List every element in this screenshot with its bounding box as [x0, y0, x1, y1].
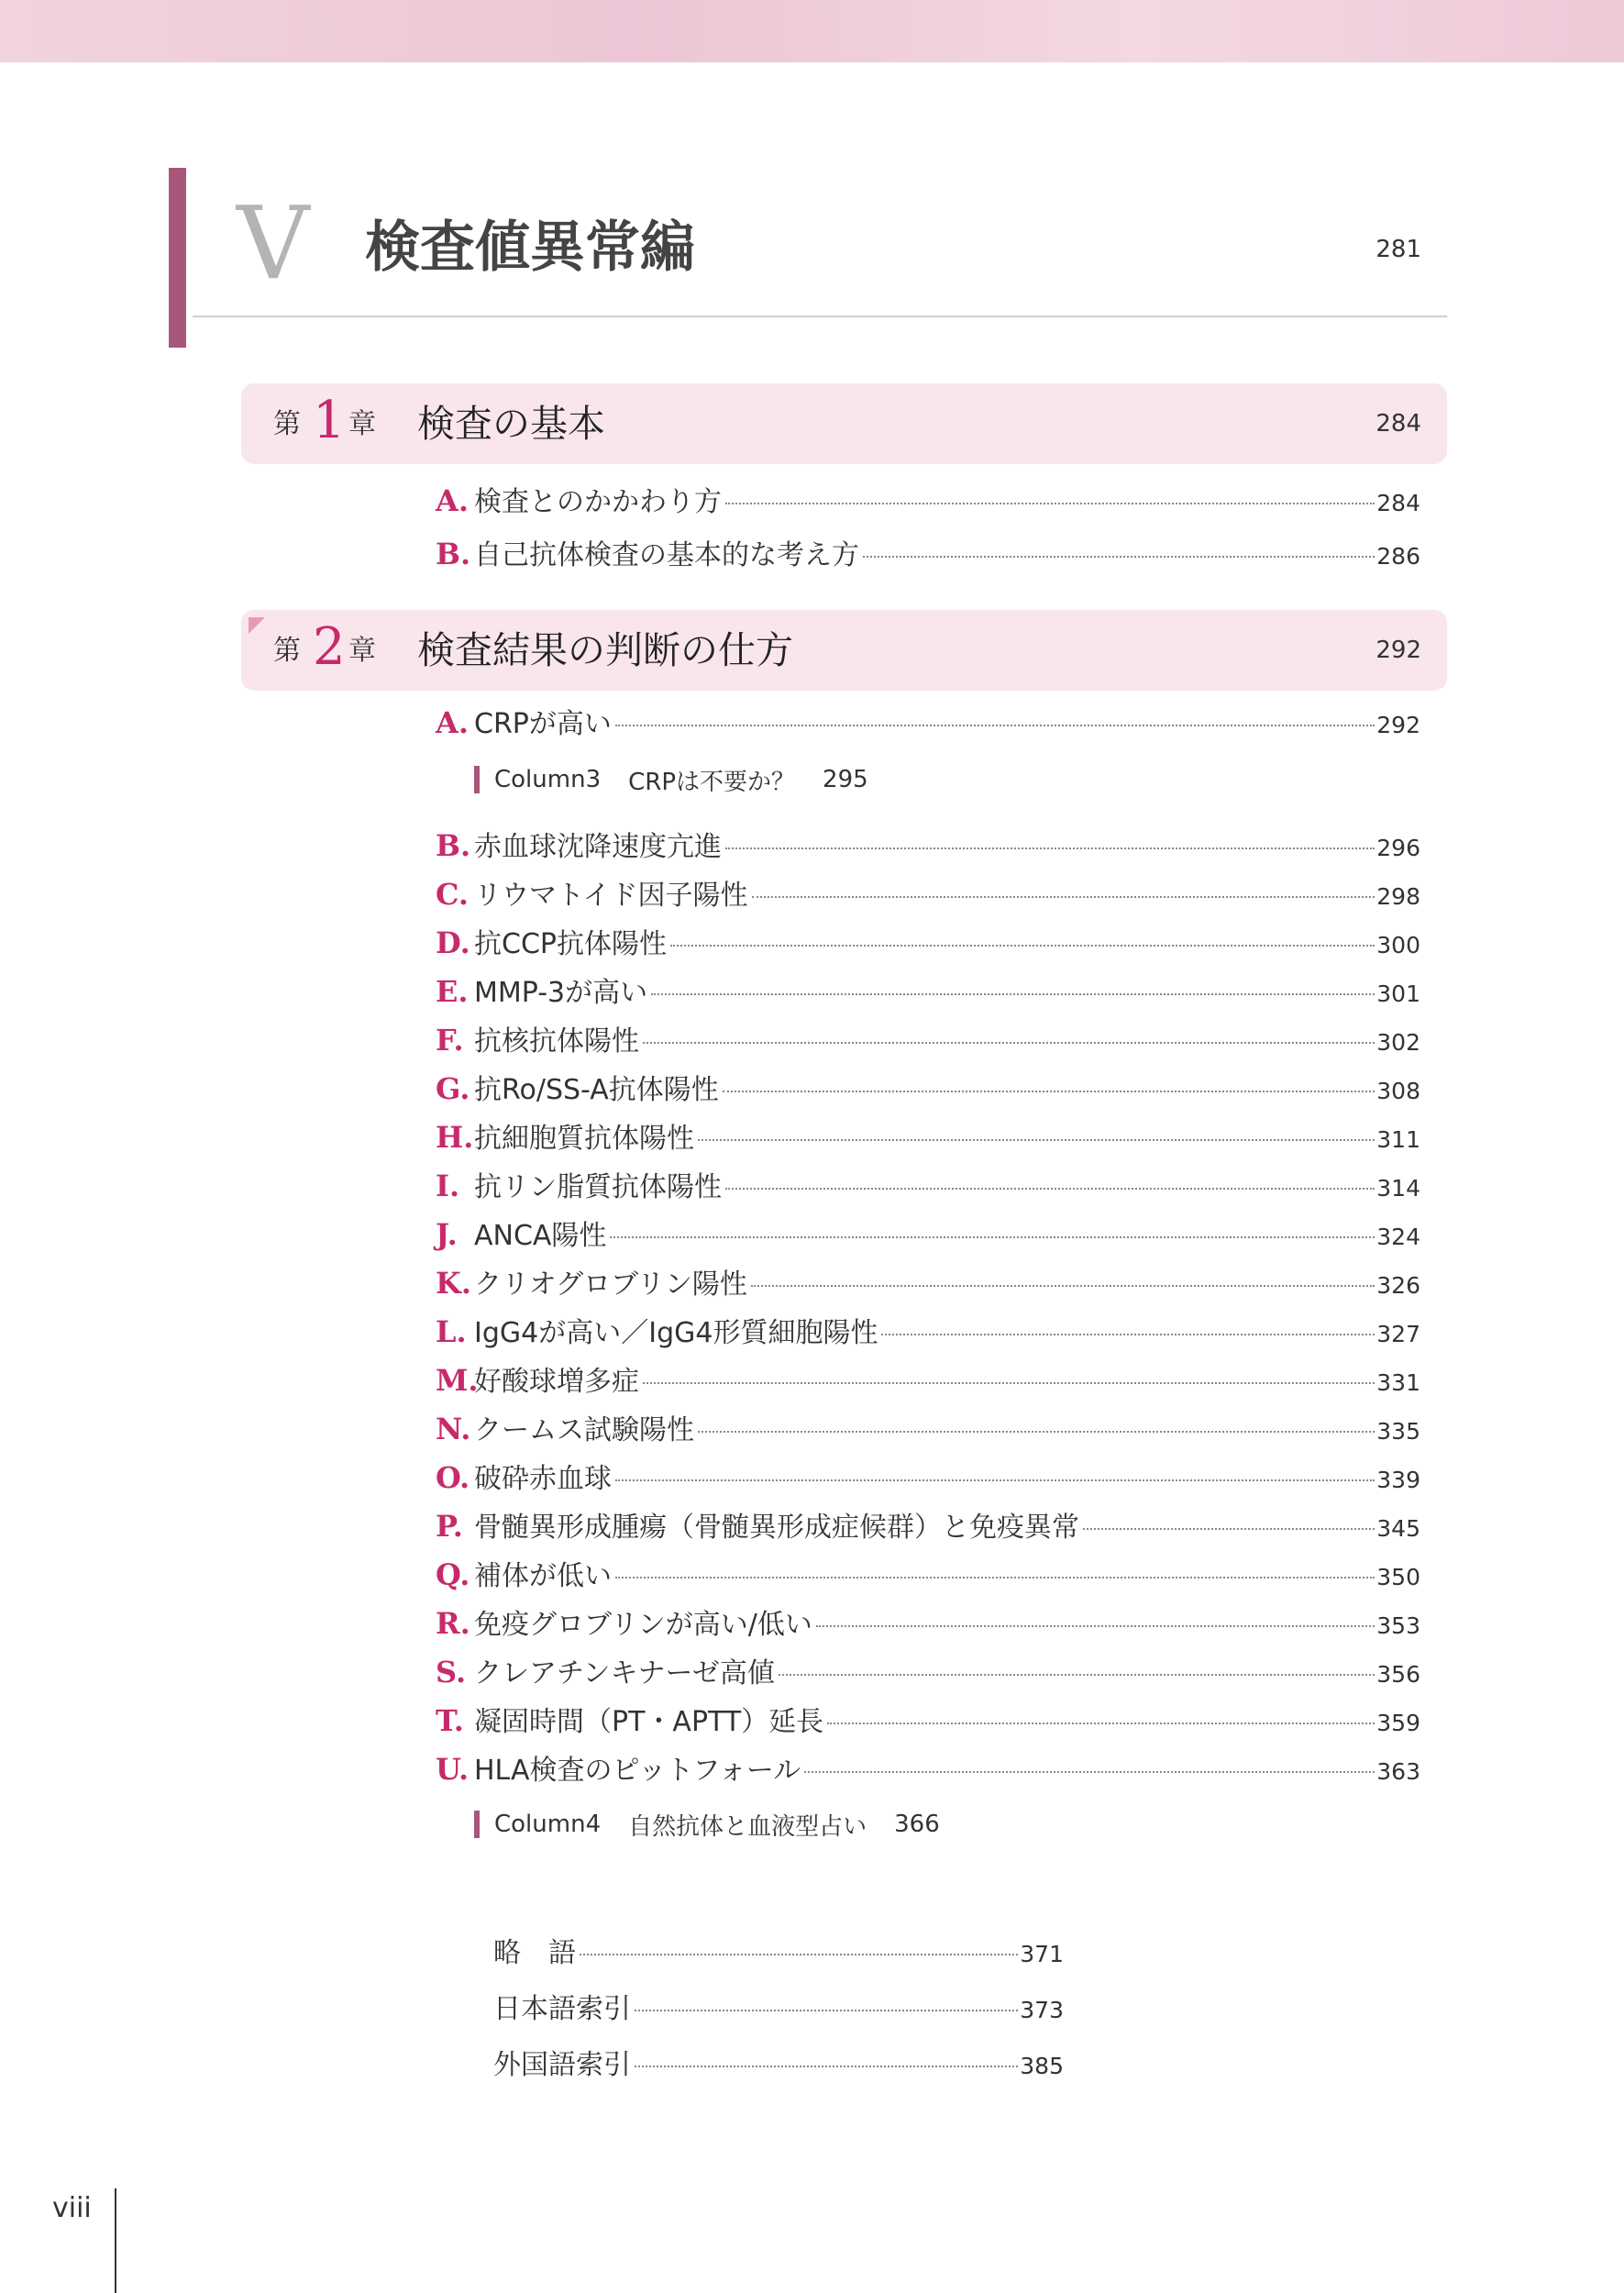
dot-leader	[651, 992, 1375, 995]
entry-letter: B.	[436, 828, 471, 863]
entry-title: 補体が低い	[474, 1560, 612, 1592]
toc-entry[interactable]	[436, 532, 1420, 572]
dot-leader	[1083, 1527, 1375, 1530]
entry-letter: T.	[436, 1703, 464, 1738]
dot-leader	[615, 724, 1375, 726]
entry-page: 302	[1376, 1029, 1420, 1056]
dot-leader	[827, 1722, 1375, 1724]
entry-letter: F.	[436, 1023, 464, 1058]
entry-letter: S.	[436, 1655, 467, 1689]
entry-page: 335	[1376, 1418, 1420, 1445]
chapter-suffix: 章	[348, 408, 376, 440]
entry-letter: G.	[436, 1071, 470, 1106]
dot-leader	[610, 1235, 1375, 1238]
entry-letter: U.	[436, 1752, 470, 1787]
page-folio: viii	[52, 2192, 92, 2224]
dot-leader	[863, 555, 1375, 558]
backmatter-title: 外国語索引	[493, 2049, 631, 2081]
dot-leader	[751, 1284, 1375, 1287]
toc-entry[interactable]	[436, 1699, 1420, 1739]
chapter-number: 1	[313, 391, 346, 450]
entry-title: ANCA陽性	[474, 1220, 607, 1252]
backmatter-page: 373	[1020, 1997, 1064, 2023]
entry-letter: A.	[436, 483, 469, 518]
entry-page: 284	[1376, 490, 1420, 516]
column-page: 366	[894, 1811, 940, 1838]
entry-page: 301	[1376, 980, 1420, 1007]
dot-leader	[698, 1138, 1375, 1141]
dot-leader	[580, 1953, 1018, 1955]
entry-page: 356	[1376, 1661, 1420, 1688]
part-title: 検査値異常編	[365, 216, 695, 280]
entry-title: 抗Ro/SS-A抗体陽性	[474, 1074, 719, 1106]
entry-page: 363	[1376, 1758, 1420, 1785]
entry-title: クレアチンキナーゼ高値	[474, 1657, 775, 1689]
entry-letter: D.	[436, 925, 470, 960]
backmatter-title: 日本語索引	[493, 1993, 631, 2025]
toc-entry[interactable]	[436, 1018, 1420, 1058]
dot-leader	[615, 1479, 1375, 1481]
entry-title: 破砕赤血球	[474, 1463, 612, 1495]
toc-entry[interactable]	[436, 1553, 1420, 1593]
toc-entry[interactable]	[436, 1747, 1420, 1788]
entry-page: 339	[1376, 1467, 1420, 1493]
entry-page: 308	[1376, 1078, 1420, 1104]
dot-leader	[615, 1576, 1375, 1579]
entry-page: 324	[1376, 1224, 1420, 1250]
entry-title: CRPが高い	[474, 708, 612, 740]
toc-entry[interactable]	[436, 1601, 1420, 1642]
dot-leader	[643, 1381, 1375, 1384]
chapter-prefix: 第	[273, 408, 301, 440]
dot-leader	[816, 1624, 1375, 1627]
entry-letter: J.	[436, 1217, 458, 1252]
toc-entry[interactable]	[436, 1164, 1420, 1204]
chapter-title: 検査結果の判断の仕方	[417, 628, 793, 672]
dot-leader	[725, 847, 1375, 849]
toc-entry[interactable]	[436, 1115, 1420, 1156]
entry-page: 296	[1376, 835, 1420, 861]
dot-leader	[725, 502, 1375, 504]
column-entry[interactable]	[474, 1806, 940, 1843]
dot-leader	[635, 2009, 1018, 2011]
chapter-2-header[interactable]	[241, 610, 1447, 691]
entry-title: 抗核抗体陽性	[474, 1025, 639, 1058]
backmatter-page: 371	[1020, 1941, 1064, 1967]
backmatter-entry[interactable]	[493, 1986, 1064, 2026]
entry-page: 353	[1376, 1612, 1420, 1639]
entry-page: 311	[1376, 1126, 1420, 1153]
entry-title: クームス試験陽性	[474, 1414, 694, 1446]
entry-letter: A.	[436, 705, 469, 740]
entry-title: 検査とのかかわり方	[474, 486, 722, 518]
entry-letter: O.	[436, 1460, 470, 1495]
entry-title: HLA検査のピットフォール	[474, 1755, 801, 1787]
toc-entry[interactable]	[436, 1650, 1420, 1690]
dot-leader	[635, 2065, 1018, 2067]
entry-letter: Q.	[436, 1557, 470, 1592]
chapter-1-header[interactable]	[241, 383, 1447, 464]
dot-leader	[725, 1187, 1375, 1190]
entry-page: 331	[1376, 1369, 1420, 1396]
column-label: Column4	[494, 1811, 602, 1838]
toc-entry[interactable]	[436, 1213, 1420, 1253]
entry-letter: R.	[436, 1606, 470, 1641]
toc-entry[interactable]	[436, 1407, 1420, 1447]
entry-title: クリオグロブリン陽性	[474, 1268, 747, 1301]
entry-page: 326	[1376, 1272, 1420, 1299]
entry-letter: I.	[436, 1169, 460, 1203]
column-title: 自然抗体と血液型占い	[628, 1812, 867, 1841]
entry-title: 凝固時間（PT・APTT）延長	[474, 1706, 824, 1738]
entry-letter: L.	[436, 1314, 467, 1349]
column-marker	[474, 766, 480, 793]
chapter-page: 292	[1375, 637, 1421, 664]
corner-tab-icon	[249, 617, 265, 634]
entry-title: 抗細胞質抗体陽性	[474, 1123, 694, 1155]
part-page-number: 281	[1375, 236, 1421, 263]
dot-leader	[881, 1333, 1375, 1335]
entry-page: 298	[1376, 883, 1420, 910]
entry-title: 自己抗体検査の基本的な考え方	[474, 539, 859, 571]
entry-page: 292	[1376, 712, 1420, 738]
toc-entry[interactable]	[436, 1310, 1420, 1350]
dot-leader	[779, 1673, 1375, 1676]
toc-entry[interactable]	[436, 1261, 1420, 1302]
column-entry[interactable]	[474, 761, 868, 798]
chapter-title: 検査の基本	[417, 402, 605, 446]
entry-page: 359	[1376, 1710, 1420, 1736]
entry-letter: B.	[436, 537, 471, 571]
entry-title: 好酸球増多症	[474, 1366, 639, 1398]
chapter-number: 2	[313, 617, 346, 677]
dot-leader	[643, 1041, 1375, 1044]
toc-entry[interactable]	[436, 969, 1420, 1010]
entry-title: MMP-3が高い	[474, 977, 648, 1009]
column-label: Column3	[494, 766, 602, 793]
backmatter-entry[interactable]	[493, 2042, 1064, 2082]
toc-entry[interactable]	[436, 921, 1420, 961]
entry-letter: K.	[436, 1266, 471, 1301]
entry-page: 314	[1376, 1175, 1420, 1202]
backmatter-title: 略 語	[493, 1937, 576, 1969]
part-divider	[193, 316, 1447, 317]
toc-entry[interactable]	[436, 1067, 1420, 1107]
entry-letter: C.	[436, 877, 470, 912]
entry-page: 350	[1376, 1564, 1420, 1590]
entry-letter: N.	[436, 1412, 471, 1446]
entry-page: 300	[1376, 932, 1420, 958]
toc-entry[interactable]	[436, 1504, 1420, 1545]
entry-letter: H.	[436, 1120, 474, 1155]
column-title: CRPは不要か？	[628, 768, 796, 796]
entry-page: 345	[1376, 1515, 1420, 1542]
chapter-prefix: 第	[273, 635, 301, 667]
backmatter-page: 385	[1020, 2053, 1064, 2079]
entry-page: 327	[1376, 1321, 1420, 1347]
entry-title: 免疫グロブリンが高い/低い	[474, 1609, 812, 1641]
entry-title: リウマトイド因子陽性	[474, 880, 748, 912]
toc-entry[interactable]	[436, 824, 1420, 864]
folio-rule	[115, 2188, 116, 2293]
dot-leader	[752, 895, 1375, 898]
toc-entry[interactable]	[436, 1456, 1420, 1496]
entry-letter: E.	[436, 974, 469, 1009]
toc-entry[interactable]	[436, 872, 1420, 913]
entry-title: 抗リン脂質抗体陽性	[474, 1171, 722, 1203]
dot-leader	[670, 944, 1375, 947]
entry-title: 骨髄異形成腫瘍（骨髄異形成症候群）と免疫異常	[474, 1512, 1079, 1544]
dot-leader	[698, 1430, 1375, 1433]
toc-entry[interactable]	[436, 701, 1420, 741]
toc-entry[interactable]	[436, 479, 1420, 519]
entry-page: 286	[1376, 543, 1420, 570]
dot-leader	[723, 1090, 1375, 1092]
entry-title: 赤血球沈降速度亢進	[474, 831, 722, 863]
chapter-page: 284	[1375, 410, 1421, 438]
part-numeral: V	[237, 184, 310, 302]
entry-letter: P.	[436, 1509, 463, 1544]
backmatter-entry[interactable]	[493, 1930, 1064, 1970]
part-accent-bar	[169, 168, 186, 348]
column-marker	[474, 1811, 480, 1838]
entry-title: 抗CCP抗体陽性	[474, 928, 667, 960]
column-page: 295	[823, 766, 868, 793]
entry-title: IgG4が高い／IgG4形質細胞陽性	[474, 1317, 878, 1349]
chapter-suffix: 章	[348, 635, 376, 667]
top-decorative-band	[0, 0, 1624, 62]
dot-leader	[804, 1770, 1375, 1773]
entry-letter: M.	[436, 1363, 479, 1398]
toc-entry[interactable]	[436, 1358, 1420, 1399]
